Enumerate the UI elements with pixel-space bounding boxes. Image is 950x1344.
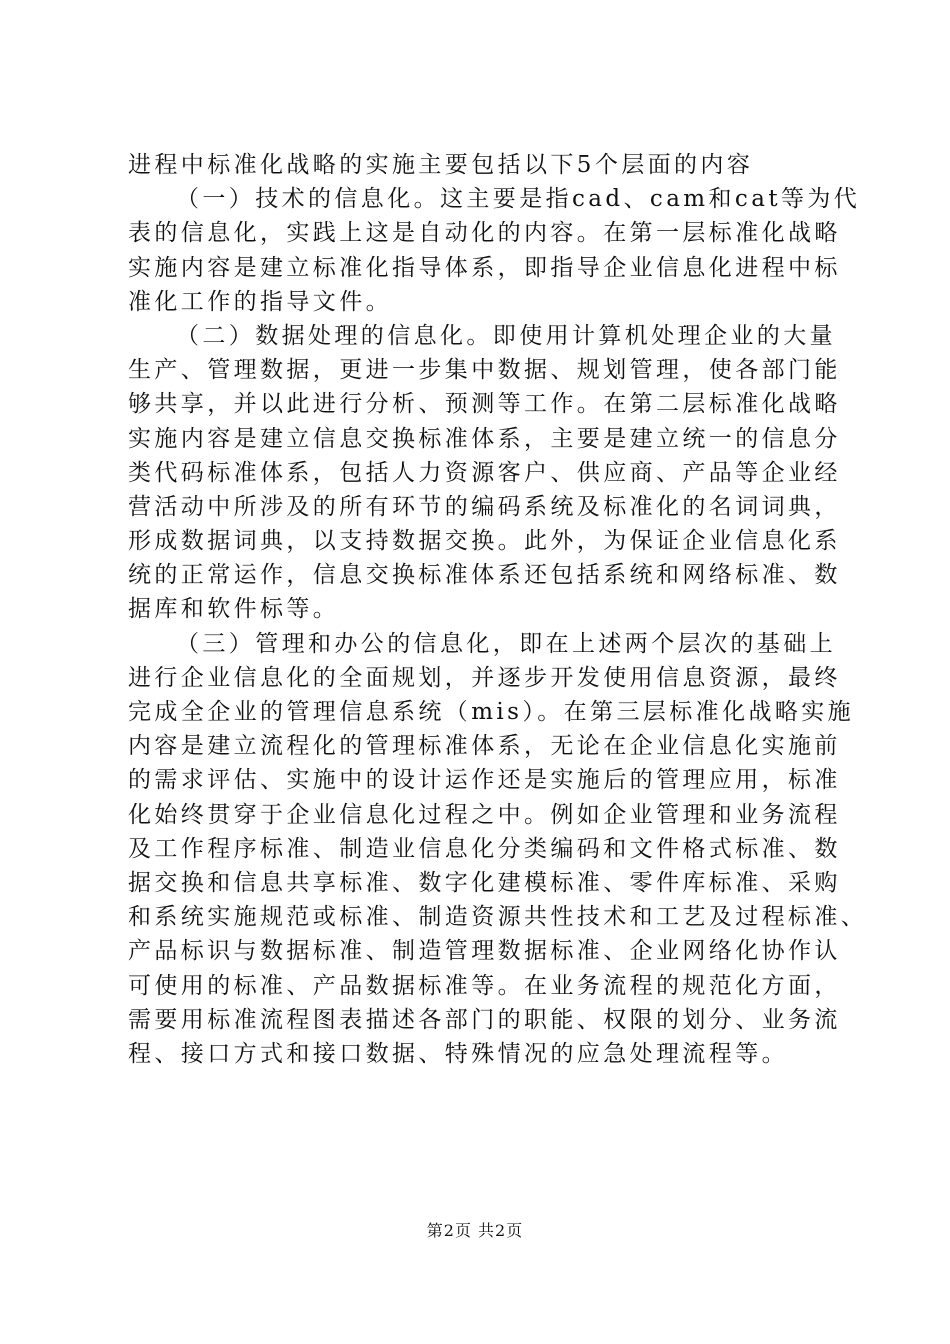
text-line: 进行企业信息化的全面规划，并逐步开发使用信息资源，最终	[128, 664, 841, 691]
text-line: 进程中标准化战略的实施主要包括以下5个层面的内容	[128, 152, 754, 178]
text-line: 的需求评估、实施中的设计运作还是实施后的管理应用，标准	[128, 767, 841, 794]
text-line: 表的信息化，实践上这是自动化的内容。在第一层标准化战略	[128, 220, 841, 247]
document-body	[128, 148, 868, 1071]
text-line: 准化工作的指导文件。	[128, 288, 392, 315]
text-line: 据库和软件标等。	[128, 596, 340, 623]
paragraph-2-start: （二）数据处理的信息化。即使用计算机处理企业的大量	[176, 322, 836, 349]
text-line: 类代码标准体系，包括人力资源客户、供应商、产品等企业经	[128, 459, 841, 486]
text-line: 及工作程序标准、制造业信息化分类编码和文件格式标准、数	[128, 835, 841, 862]
text-line: 营活动中所涉及的所有环节的编码系统及标准化的名词词典，	[128, 493, 841, 520]
text-line: 内容是建立流程化的管理标准体系，无论在企业信息化实施前	[128, 733, 841, 760]
text-line: 形成数据词典，以支持数据交换。此外，为保证企业信息化系	[128, 528, 841, 555]
text-line: 够共享，并以此进行分析、预测等工作。在第二层标准化战略	[128, 391, 841, 418]
text-line: 需要用标准流程图表描述各部门的职能、权限的划分、业务流	[128, 1006, 841, 1033]
text-line: 生产、管理数据，更进一步集中数据、规划管理，使各部门能	[128, 357, 841, 384]
text-line: 可使用的标准、产品数据标准等。在业务流程的规范化方面，	[128, 972, 841, 999]
text-line: 实施内容是建立标准化指导体系，即指导企业信息化进程中标	[128, 254, 841, 281]
text-line: 产品标识与数据标准、制造管理数据标准、企业网络化协作认	[128, 938, 841, 965]
text-line: 据交换和信息共享标准、数字化建模标准、零件库标准、采购	[128, 869, 841, 896]
text-line: 和系统实施规范或标准、制造资源共性技术和工艺及过程标准、	[128, 904, 868, 931]
text-line: 化始终贯穿于企业信息化过程之中。例如企业管理和业务流程	[128, 801, 841, 828]
text-line: 统的正常运作，信息交换标准体系还包括系统和网络标准、数	[128, 562, 841, 589]
text-line: 程、接口方式和接口数据、特殊情况的应急处理流程等。	[128, 1040, 788, 1067]
paragraph-3-start: （三）管理和办公的信息化，即在上述两个层次的基础上	[176, 630, 836, 657]
text-line: 完成全企业的管理信息系统（mis）。在第三层标准化战略实施	[128, 699, 855, 725]
page-number-footer: 第2页 共2页	[426, 1221, 524, 1240]
paragraph-1-start: （一）技术的信息化。这主要是指cad、cam和cat等为代	[176, 186, 861, 213]
text-line: 实施内容是建立信息交换标准体系，主要是建立统一的信息分	[128, 425, 841, 452]
